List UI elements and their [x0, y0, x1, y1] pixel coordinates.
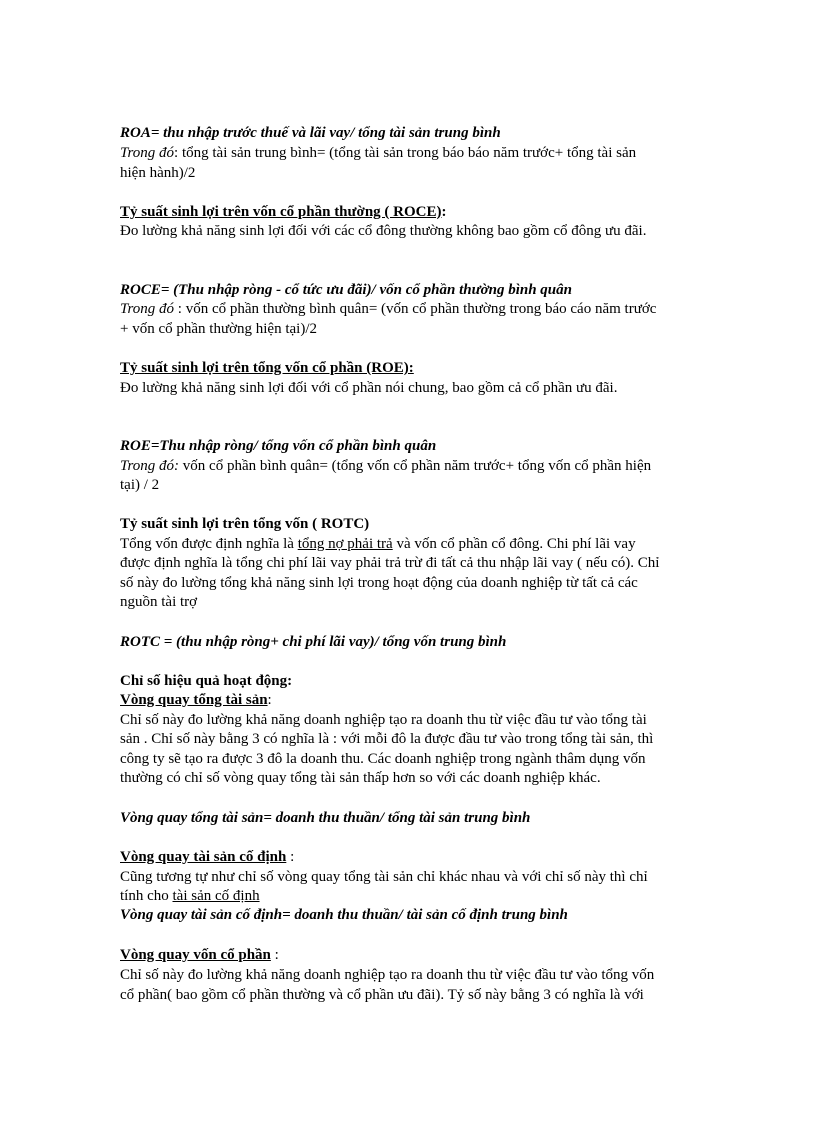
- roe-heading: Tỷ suất sinh lợi trên tổng vốn cổ phần (ROE):: [120, 360, 414, 376]
- roce-description: Đo lường khả năng sinh lợi đối với các cổ đông thường không bao gồm cổ đông ưu đãi.: [120, 223, 647, 239]
- asset-turnover-heading: Vòng quay tổng tài sản: [120, 692, 268, 708]
- fixed-asset-turnover-line2-pre: tính cho: [120, 888, 173, 904]
- roce-heading-line: [120, 203, 447, 222]
- fixed-asset-turnover-colon: :: [286, 849, 295, 865]
- asset-turnover-line3: công ty sẽ tạo ra được 3 đô la doanh thu. Các doanh nghiệp trong ngành thâm dụng vốn: [120, 751, 646, 767]
- roce-note-label: Trong đó: [120, 301, 175, 317]
- roce-formula: ROCE= (Thu nhập ròng - cổ tức ưu đãi)/ vốn cổ phần thường bình quân: [120, 282, 572, 298]
- rotc-desc-pre: Tổng vốn được định nghĩa là: [120, 536, 298, 552]
- roe-description: Đo lường khả năng sinh lợi đối với cổ phần nói chung, bao gồm cả cổ phần ưu đãi.: [120, 380, 618, 396]
- roa-note-line2: hiện hành)/2: [120, 165, 196, 181]
- equity-turnover-heading-line: [120, 946, 279, 965]
- equity-turnover-line2: cổ phần( bao gồm cổ phần thường và cổ phần ưu đãi). Tỷ số này bằng 3 có nghĩa là với: [120, 987, 644, 1003]
- total-liabilities-link[interactable]: tổng nợ phải trả: [297, 536, 393, 552]
- roa-note-line1: [120, 144, 636, 163]
- rotc-heading: Tỷ suất sinh lợi trên tổng vốn ( ROTC): [120, 516, 370, 532]
- rotc-desc-line2: được định nghĩa là tổng chi phí lãi vay phải trả trừ đi tất cả thu nhập lãi vay ( nếu có). Chỉ: [120, 555, 660, 571]
- fixed-asset-turnover-line2: [120, 887, 260, 906]
- roe-note-line2: tại) / 2: [120, 477, 160, 493]
- equity-turnover-heading: Vòng quay vốn cổ phần: [120, 947, 271, 963]
- roe-formula: ROE=Thu nhập ròng/ tổng vốn cổ phần bình quân: [120, 438, 437, 454]
- roa-note-label: Trong đó: [120, 145, 175, 161]
- rotc-formula: ROTC = (thu nhập ròng+ chi phí lãi vay)/ tổng vốn trung bình: [120, 634, 507, 650]
- equity-turnover-line1: Chỉ số này đo lường khả năng doanh nghiệp tạo ra doanh thu từ việc đầu tư vào tổng vốn: [120, 967, 655, 983]
- fixed-asset-turnover-heading: Vòng quay tài sản cố định: [120, 849, 287, 865]
- efficiency-heading: Chỉ số hiệu quả hoạt động:: [120, 673, 293, 689]
- roce-note-line1: [120, 300, 656, 319]
- rotc-desc-post: và vốn cổ phần cổ đông. Chi phí lãi vay: [392, 536, 636, 552]
- fixed-asset-turnover-heading-line: [120, 848, 294, 867]
- rotc-desc-line4: nguồn tài trợ: [120, 594, 198, 610]
- asset-turnover-heading-line: [120, 691, 272, 710]
- rotc-desc-line3: số này đo lường tổng khả năng sinh lợi trong hoạt động của doanh nghiệp từ tất cả các: [120, 575, 638, 591]
- asset-turnover-formula: Vòng quay tổng tài sản= doanh thu thuần/ tổng tài sản trung bình: [120, 810, 531, 826]
- fixed-asset-turnover-line1: Cũng tương tự như chỉ số vòng quay tổng tài sản chỉ khác nhau và với chỉ số này thì chỉ: [120, 869, 648, 885]
- roce-note-text: : vốn cổ phần thường bình quân= (vốn cổ phần thường trong báo cáo năm trước: [174, 301, 657, 317]
- asset-turnover-line1: Chỉ số này đo lường khả năng doanh nghiệp tạo ra doanh thu từ việc đầu tư vào tổng tài: [120, 712, 647, 728]
- roa-formula: ROA= thu nhập trước thuế và lãi vay/ tổng tài sản trung bình: [120, 125, 501, 141]
- fixed-asset-link[interactable]: tài sản cố định: [172, 888, 260, 904]
- asset-turnover-line2: sản . Chỉ số này bằng 3 có nghĩa là : với mỗi đô la được đầu tư vào trong tổng tài sản, thì: [120, 731, 654, 747]
- roe-note-line1: [120, 457, 651, 476]
- fixed-asset-turnover-formula: Vòng quay tài sản cố định= doanh thu thuần/ tài sản cố định trung bình: [120, 907, 568, 923]
- roa-note-text: : tổng tài sản trung bình= (tổng tài sản trong báo báo năm trước+ tổng tài sản: [174, 145, 637, 161]
- asset-turnover-colon: :: [267, 692, 272, 708]
- rotc-desc-line1: [120, 535, 636, 554]
- roce-heading-colon: :: [441, 204, 447, 220]
- asset-turnover-line4: thường có chỉ số vòng quay tổng tài sản thấp hơn so với các doanh nghiệp khác.: [120, 770, 601, 786]
- equity-turnover-colon: :: [270, 947, 279, 963]
- roce-note-line2: + vốn cổ phần thường hiện tại)/2: [120, 321, 317, 337]
- roe-note-label: Trong đó:: [120, 458, 180, 474]
- roce-heading: Tỷ suất sinh lợi trên vốn cổ phần thường ( ROCE): [120, 204, 442, 220]
- roe-note-text: vốn cổ phần bình quân= (tổng vốn cổ phần năm trước+ tổng vốn cổ phần hiện: [179, 458, 652, 474]
